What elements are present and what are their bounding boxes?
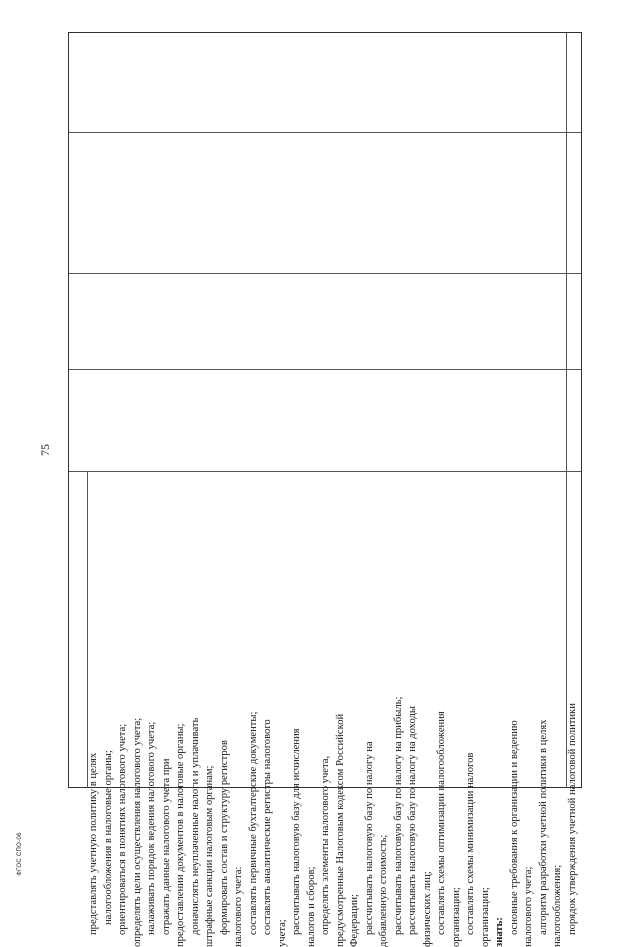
text-line: Федерации;	[349, 894, 360, 947]
page-number: 75	[38, 444, 52, 456]
text-line: доначислять неуплаченные налоги и уплачивать	[189, 717, 201, 935]
text-line: рассчитывать налоговую базу по налогу на прибыль;	[392, 696, 404, 935]
text-line: налогового учета;	[523, 866, 534, 947]
footer-label: ФГОС СПО-06	[17, 832, 23, 876]
row-divider	[69, 471, 581, 472]
text-line: рассчитывать налоговую базу по налогу на	[363, 741, 375, 935]
row-divider	[69, 132, 581, 133]
text-line: представлять учетную политику в целях	[88, 752, 99, 935]
text-line: знать:	[494, 917, 505, 947]
text-line: налогообложения;	[552, 864, 563, 947]
text-line: налогового учета:	[233, 866, 244, 947]
text-line: порядок утверждения учетной налоговой политики	[566, 703, 578, 935]
text-line: алгоритм разработки учетной политики в целях	[537, 719, 549, 935]
text-line: штрафные санкции налоговым органам;	[204, 765, 215, 947]
text-line: налогов и сборов;	[305, 866, 317, 947]
text-line: учета;	[276, 919, 288, 947]
text-line: составлять схемы минимизации налогов	[465, 752, 476, 935]
skills-lines	[87, 629, 578, 947]
text-line: ориентироваться в понятиях налогового учета;	[117, 723, 128, 935]
text-line: определять цели осуществления налогового учета;	[131, 717, 143, 947]
text-line: определять элементы налогового учета,	[320, 755, 331, 935]
text-line: составлять аналитические регистры налогового	[262, 719, 273, 935]
text-line: рассчитывать налоговую базу по налогу на доходы	[407, 705, 418, 935]
text-line: предусмотренные Налоговым кодексом Российской	[334, 713, 346, 947]
row-divider	[69, 273, 581, 274]
text-line: налаживать порядок ведения налогового учета;	[146, 721, 157, 935]
text-line: физических лиц;	[421, 871, 433, 947]
text-line: организации;	[450, 887, 462, 947]
row-divider	[69, 369, 581, 370]
skills-text-block	[87, 629, 578, 947]
text-line: формировать состав и структуру регистров	[218, 740, 230, 935]
text-line: предоставлении документов в налоговые органы;	[175, 723, 186, 947]
text-line: отражать данные налогового учета при	[160, 758, 172, 935]
text-line: организации;	[479, 887, 491, 947]
text-line: налогообложения в налоговые органы;	[102, 750, 114, 925]
text-line: добавленную стоимость;	[378, 834, 389, 947]
text-line: основные требования к организации и ведению	[508, 720, 520, 935]
text-line: составлять схемы оптимизации налогообложения	[436, 711, 447, 935]
text-line: рассчитывать налоговую базу для исчисления	[291, 728, 302, 935]
text-line: составлять первичные бухгалтерские документы;	[247, 711, 259, 935]
